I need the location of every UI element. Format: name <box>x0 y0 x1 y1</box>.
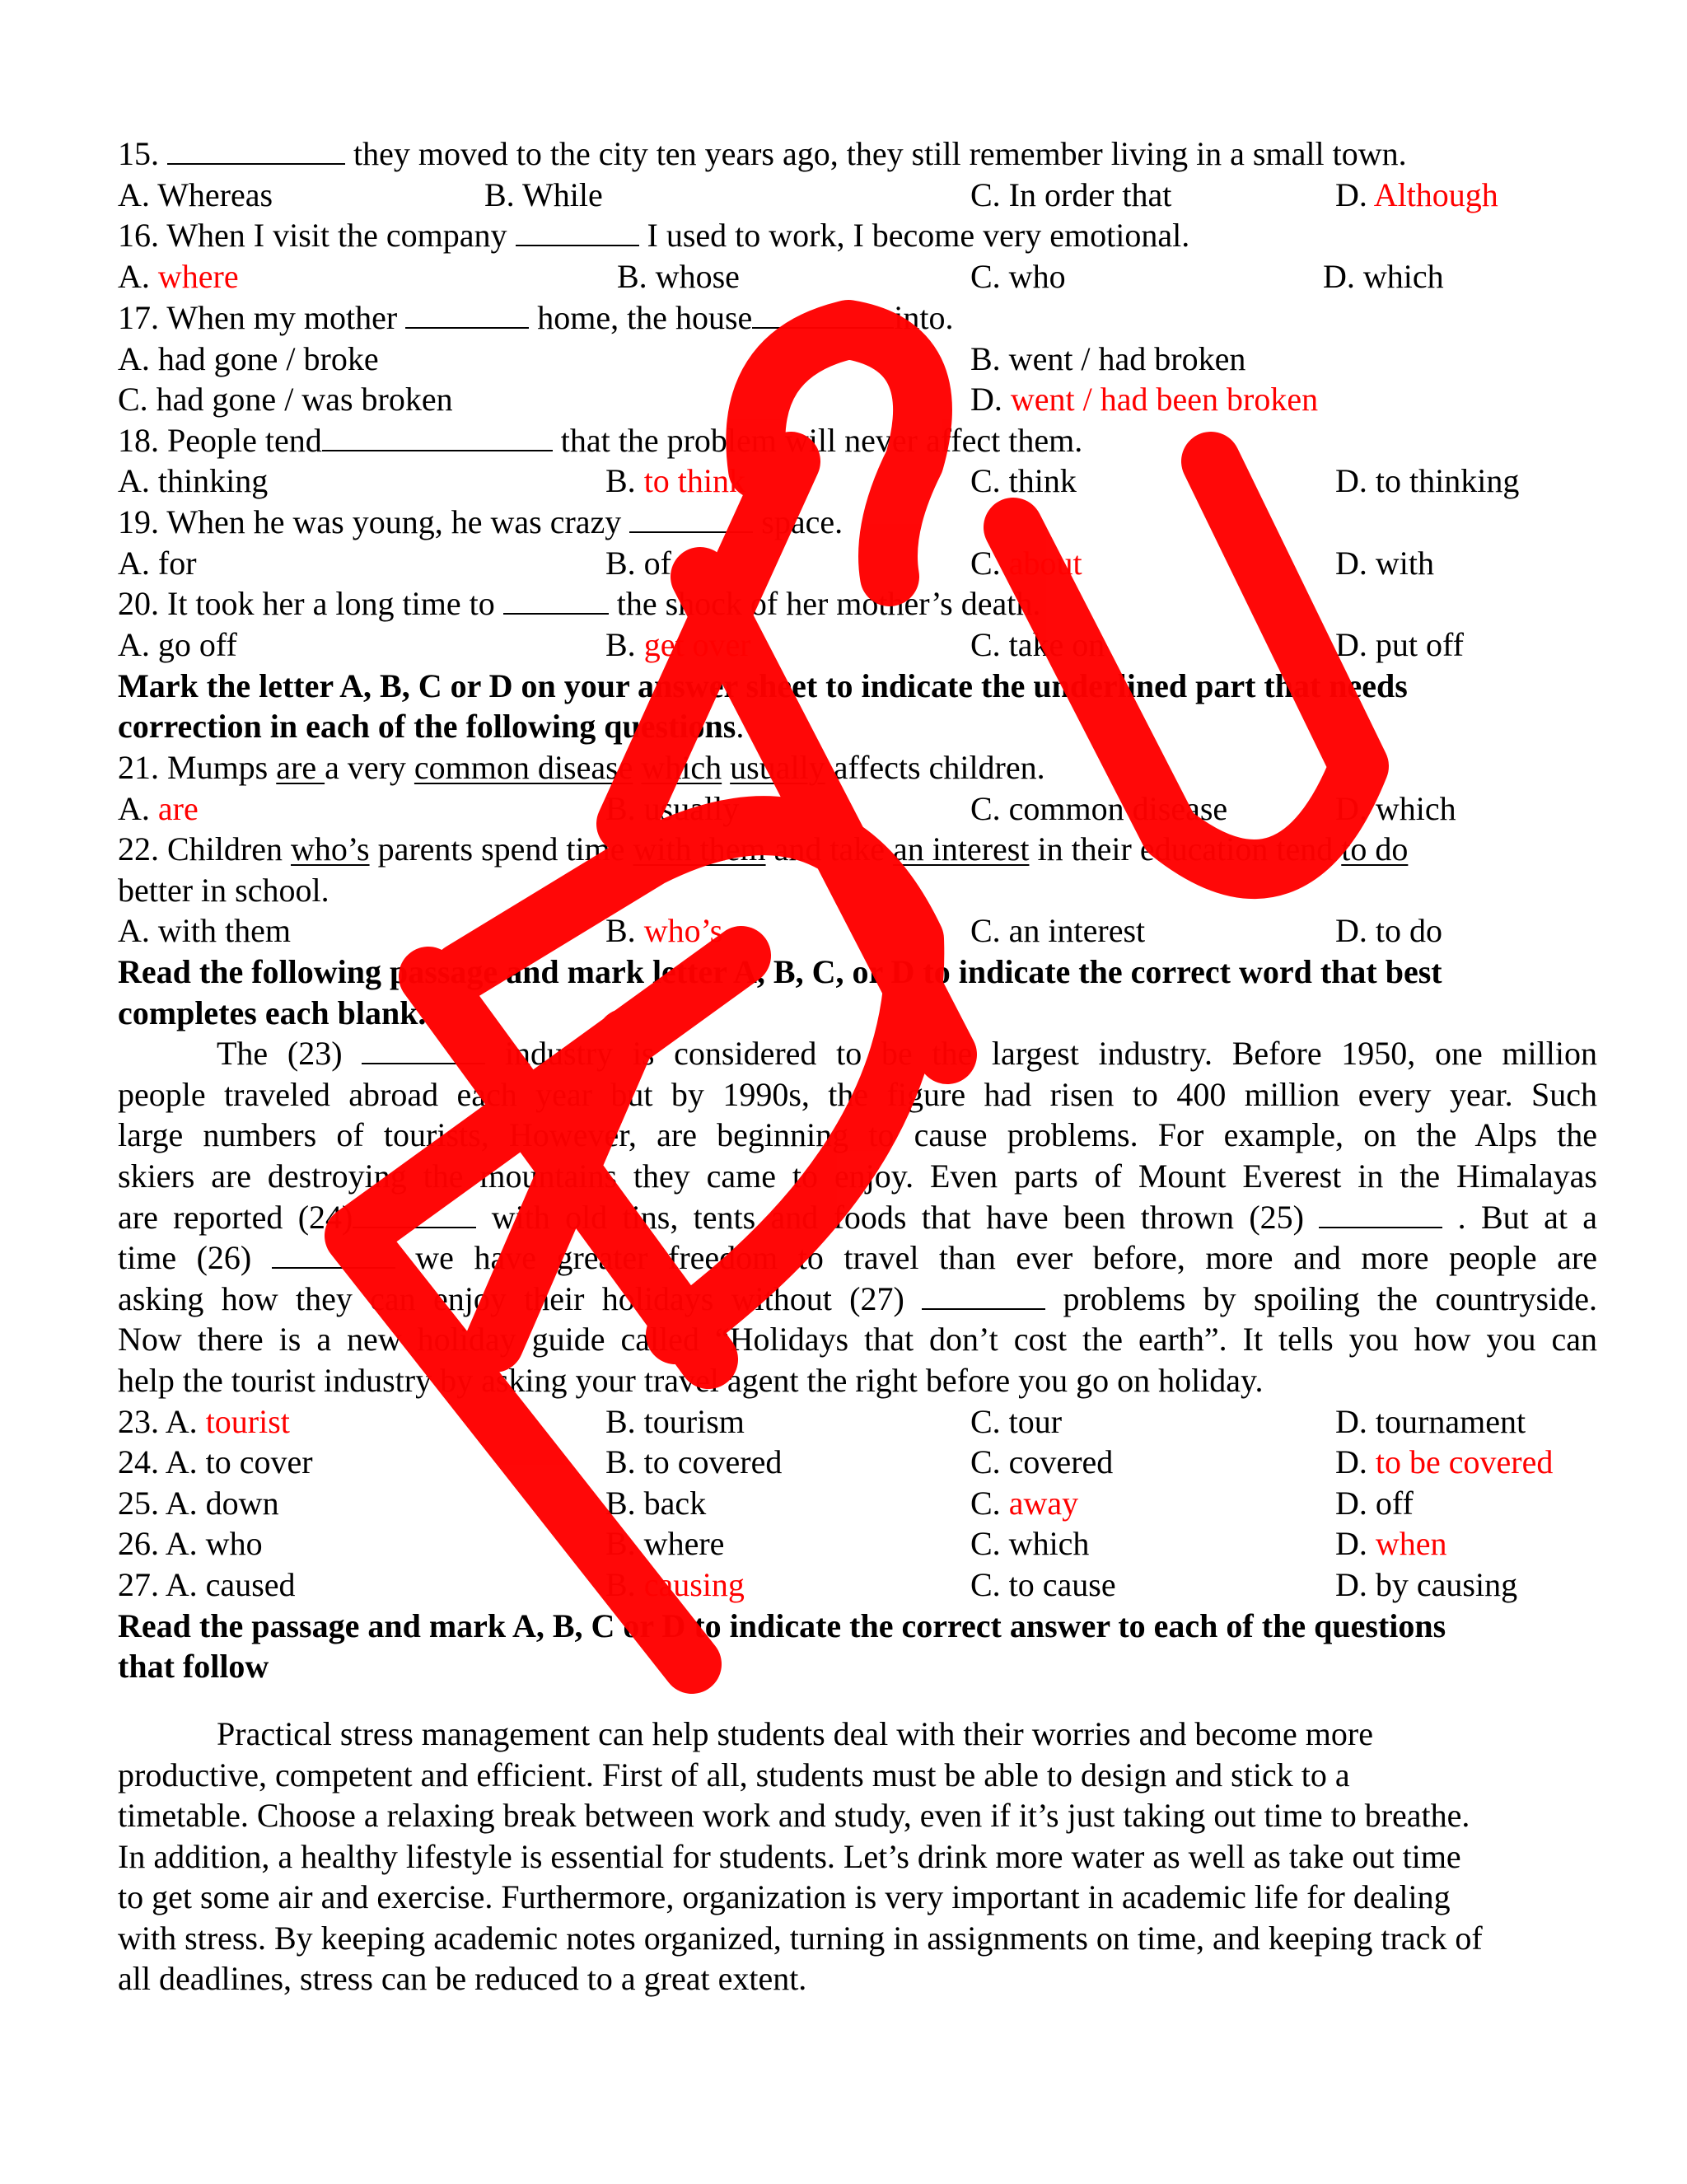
marked-answer: where <box>157 258 239 295</box>
answer-blank <box>322 422 553 451</box>
question-19 <box>118 502 1601 543</box>
question-text: 20. It took her a long time to <box>118 585 503 622</box>
option-d: D. off <box>1335 1485 1414 1522</box>
answer-blank <box>405 299 529 329</box>
options-17b <box>118 379 1601 420</box>
option-d: D. Although <box>1335 176 1498 213</box>
marked-answer: to think <box>643 462 746 499</box>
option-c: C. covered <box>970 1443 1114 1480</box>
marked-answer: about <box>1008 545 1082 582</box>
underlined-part: are <box>276 749 325 786</box>
option-c: C. In order that <box>970 176 1172 213</box>
option-a: 23. A. tourist <box>118 1403 290 1440</box>
option-a: A. are <box>118 790 199 827</box>
option-a: A. where <box>118 258 239 295</box>
marked-answer: away <box>1008 1485 1079 1522</box>
section-heading-cloze-cont: completes each blank. <box>118 994 427 1031</box>
options-26 <box>118 1523 1601 1564</box>
option-b: B. While <box>484 176 603 213</box>
passage-line: skiers are destroying the mountains they came to enjoy. Even parts of Mount Everest in the Himalayas <box>118 1157 1597 1195</box>
option-a: 24. A. to cover <box>118 1443 313 1480</box>
options-18 <box>118 461 1601 502</box>
passage-line: help the tourist industry by asking your travel agent the right before you go on holiday. <box>118 1362 1264 1399</box>
option-b: B. went / had broken <box>970 340 1246 377</box>
option-c: C. which <box>970 1525 1090 1562</box>
question-text: I used to work, I become very emotional. <box>638 217 1190 254</box>
marked-answer: are <box>157 790 199 827</box>
option-d: D. went / had been broken <box>970 381 1319 418</box>
question-20 <box>118 583 1601 624</box>
option-b: B. causing <box>605 1566 745 1603</box>
option-d: D. to be covered <box>1335 1443 1554 1480</box>
option-b: B. who’s <box>605 912 723 949</box>
question-17 <box>118 297 1601 339</box>
option-c: C. who <box>970 258 1066 295</box>
section-heading-cloze: Read the following passage and mark letter A, B, C, or D to indicate the correct word that best <box>118 953 1442 990</box>
section-heading-error: Mark the letter A, B, C or D on your answer sheet to indicate the underlined part that needs <box>118 667 1408 704</box>
option-a: A. Whereas <box>118 176 273 213</box>
option-d: D. which <box>1323 258 1444 295</box>
option-d: D. to thinking <box>1335 462 1520 499</box>
question-16 <box>118 215 1601 256</box>
options-20 <box>118 624 1601 666</box>
section-heading-reading-cont: that follow <box>118 1648 269 1685</box>
option-d: D. to do <box>1335 912 1442 949</box>
question-18 <box>118 420 1601 461</box>
marked-answer: causing <box>643 1566 745 1603</box>
option-a: A. for <box>118 545 197 582</box>
question-text: that the problem will never affect them. <box>552 422 1083 459</box>
question-text: 16. When I visit the company <box>118 217 516 254</box>
options-16 <box>118 256 1601 297</box>
option-a: A. thinking <box>118 462 269 499</box>
option-a: A. had gone / broke <box>118 340 379 377</box>
passage-line: people traveled abroad each year but by 1990s, the figure had risen to 400 million every year. Such <box>118 1076 1597 1113</box>
option-c: C. think <box>970 462 1077 499</box>
option-d: D. with <box>1335 545 1434 582</box>
question-22-cont: better in school. <box>118 872 329 909</box>
option-a: A. go off <box>118 626 237 663</box>
option-c: C. an interest <box>970 912 1146 949</box>
section-heading-reading: Read the passage and mark A, B, C or D to indicate the correct answer to each of the questions <box>118 1607 1446 1644</box>
marked-answer: tourist <box>205 1403 290 1440</box>
question-text: the shock of her mother’s death. <box>608 585 1041 622</box>
passage-line: The (23) industry is considered to be the largest industry. Before 1950, one million <box>217 1035 1597 1072</box>
passage-line: productive, competent and efficient. First of all, students must be able to design and stick to a <box>118 1756 1350 1793</box>
answer-blank <box>362 1035 485 1064</box>
option-c: C. tour <box>970 1403 1063 1440</box>
options-23 <box>118 1401 1601 1443</box>
passage-line: Practical stress management can help students deal with their worries and become more <box>217 1715 1373 1752</box>
underlined-part: usually <box>730 749 825 786</box>
passage-line: In addition, a healthy lifestyle is essential for students. Let’s drink more water as well as take out time <box>118 1838 1461 1875</box>
option-b: B. to covered <box>605 1443 783 1480</box>
option-c: C. take on <box>970 626 1105 663</box>
option-b: B. get over <box>605 626 751 663</box>
underlined-part: an interest <box>892 830 1030 868</box>
option-b: B. where <box>605 1525 725 1562</box>
options-19 <box>118 543 1601 584</box>
question-text: space. <box>753 503 844 540</box>
marked-answer: went / had been broken <box>1010 381 1319 418</box>
answer-blank <box>629 503 753 533</box>
option-b: B. tourism <box>605 1403 745 1440</box>
underlined-part: with them <box>633 830 766 868</box>
option-b: B. of <box>605 545 671 582</box>
answer-blank <box>516 217 639 246</box>
question-text: home, the house <box>529 299 753 336</box>
option-a: 25. A. down <box>118 1485 279 1522</box>
underlined-part: which <box>641 749 722 786</box>
answer-blank <box>503 585 609 615</box>
option-c: C. about <box>970 545 1082 582</box>
options-24 <box>118 1442 1601 1483</box>
question-text: 15. <box>118 135 167 172</box>
options-15 <box>118 175 1601 216</box>
answer-blank <box>167 135 345 165</box>
option-d: D. tournament <box>1335 1403 1526 1440</box>
option-b: B. to think <box>605 462 746 499</box>
option-c: C. common disease <box>970 790 1228 827</box>
option-b: B. usually <box>605 790 740 827</box>
option-d: D. which <box>1335 790 1456 827</box>
question-text: they moved to the city ten years ago, they still remember living in a small town. <box>345 135 1407 172</box>
passage-line: all deadlines, stress can be reduced to a great extent. <box>118 1960 807 1997</box>
answer-blank <box>272 1239 395 1269</box>
options-25 <box>118 1483 1601 1524</box>
question-text: into. <box>894 299 954 336</box>
marked-answer: to be covered <box>1375 1443 1554 1480</box>
answer-blank <box>1319 1199 1442 1228</box>
passage-line: asking how they can enjoy their holidays without (27) problems by spoiling the countryside. <box>118 1280 1597 1317</box>
passage-line: Now there is a new holiday guide called “Holidays that don’t cost the earth”. It tells you how you can <box>118 1321 1597 1358</box>
question-text: 17. When my mother <box>118 299 406 336</box>
marked-answer: get over <box>643 626 751 663</box>
option-c: C. away <box>970 1485 1079 1522</box>
passage-line: to get some air and exercise. Furthermore, organization is very important in academic life for dealing <box>118 1878 1451 1915</box>
option-a: A. with them <box>118 912 291 949</box>
underlined-part: who’s <box>290 830 370 868</box>
option-c: C. to cause <box>970 1566 1116 1603</box>
answer-blank <box>922 1280 1045 1310</box>
passage-line: large numbers of tourists, However, are beginning to cause problems. For example, on the Alps the <box>118 1116 1597 1153</box>
option-b: B. whose <box>617 258 740 295</box>
passage-line: are reported (24) with old tins, tents and foods that have been thrown (25) . But at a <box>118 1199 1598 1236</box>
options-17a <box>118 339 1601 380</box>
question-22: 22. Children who’s parents spend time with them and take an interest in their education tend to do <box>118 830 1409 868</box>
option-d: D. when <box>1335 1525 1447 1562</box>
option-d: D. by causing <box>1335 1566 1518 1603</box>
underlined-part: to do <box>1341 830 1409 868</box>
underlined-part: common disease <box>414 749 633 786</box>
answer-blank <box>752 299 894 329</box>
option-b: B. back <box>605 1485 707 1522</box>
section-heading-error-cont: correction in each of the following questions. <box>118 708 745 745</box>
answer-blank <box>353 1199 476 1228</box>
option-c: C. had gone / was broken <box>118 381 453 418</box>
question-15 <box>118 133 1601 175</box>
options-22 <box>118 910 1601 952</box>
passage-line: with stress. By keeping academic notes organized, turning in assignments on time, and keeping track of <box>118 1920 1483 1957</box>
marked-answer: when <box>1375 1525 1447 1562</box>
passage-line: time (26) we have greater freedom to travel than ever before, more and more people are <box>118 1239 1597 1276</box>
marked-answer: who’s <box>643 912 723 949</box>
option-d: D. put off <box>1335 626 1464 663</box>
question-text: 19. When he was young, he was crazy <box>118 503 630 540</box>
options-21 <box>118 788 1601 830</box>
option-a: 27. A. caused <box>118 1566 296 1603</box>
options-27 <box>118 1564 1601 1606</box>
passage-line: timetable. Choose a relaxing break between work and study, even if it’s just taking out time to breathe. <box>118 1797 1470 1834</box>
question-text: 18. People tend <box>118 422 322 459</box>
question-21: 21. Mumps are a very common disease which usually affects children. <box>118 749 1045 786</box>
option-a: 26. A. who <box>118 1525 263 1562</box>
marked-answer: Although <box>1373 176 1498 213</box>
